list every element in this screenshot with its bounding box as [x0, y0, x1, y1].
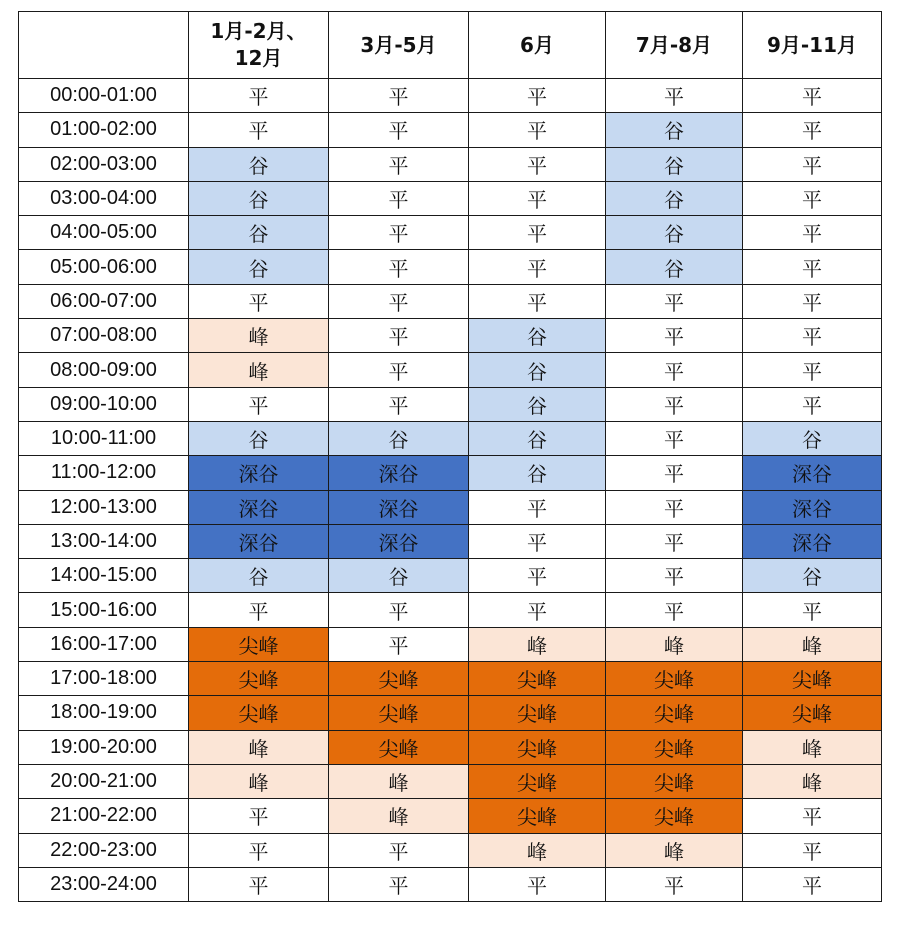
table-row — [19, 113, 882, 147]
time-slot-cell: 07:00-08:00 — [19, 319, 189, 353]
time-slot-cell: 21:00-22:00 — [19, 799, 189, 833]
header-corner-cell — [19, 12, 189, 79]
tariff-tier-cell: 平 — [743, 113, 882, 147]
tariff-tier-cell: 平 — [329, 319, 469, 353]
tariff-tier-cell: 谷 — [189, 216, 329, 250]
tariff-tier-cell: 平 — [469, 490, 606, 524]
tariff-tier-cell: 平 — [469, 181, 606, 215]
tariff-tier-cell: 平 — [469, 284, 606, 318]
tariff-tier-cell: 峰 — [189, 353, 329, 387]
tariff-tier-cell: 峰 — [469, 627, 606, 661]
tariff-tier-cell: 谷 — [469, 387, 606, 421]
time-slot-cell: 05:00-06:00 — [19, 250, 189, 284]
tariff-tier-cell: 平 — [606, 490, 743, 524]
table-row — [19, 662, 882, 696]
time-slot-cell: 23:00-24:00 — [19, 867, 189, 901]
tariff-tier-cell: 平 — [743, 867, 882, 901]
time-slot-cell: 06:00-07:00 — [19, 284, 189, 318]
tariff-tier-cell: 平 — [743, 319, 882, 353]
table-row — [19, 559, 882, 593]
tariff-tier-cell: 深谷 — [743, 456, 882, 490]
time-slot-cell: 10:00-11:00 — [19, 421, 189, 455]
tariff-tier-cell: 平 — [329, 147, 469, 181]
tariff-tier-cell: 峰 — [743, 730, 882, 764]
time-slot-cell: 13:00-14:00 — [19, 524, 189, 558]
tariff-tier-cell: 平 — [329, 833, 469, 867]
tariff-tier-cell: 谷 — [329, 559, 469, 593]
table-row — [19, 490, 882, 524]
tariff-tier-cell: 谷 — [606, 216, 743, 250]
tariff-tier-cell: 平 — [329, 593, 469, 627]
tariff-tier-cell: 峰 — [329, 764, 469, 798]
tariff-tier-cell: 尖峰 — [606, 696, 743, 730]
tariff-tier-cell: 尖峰 — [606, 764, 743, 798]
table-row — [19, 593, 882, 627]
header-col-sep-nov: 9月-11月 — [743, 12, 882, 79]
tariff-tier-cell: 平 — [743, 353, 882, 387]
tariff-tier-cell: 尖峰 — [329, 696, 469, 730]
table-row — [19, 250, 882, 284]
tariff-tier-cell: 平 — [329, 353, 469, 387]
tariff-tier-cell: 平 — [743, 250, 882, 284]
tariff-tier-cell: 尖峰 — [606, 799, 743, 833]
tariff-tier-cell: 尖峰 — [469, 730, 606, 764]
table-row — [19, 524, 882, 558]
tariff-tier-cell: 平 — [469, 79, 606, 113]
tariff-tier-cell: 谷 — [189, 421, 329, 455]
tariff-tier-cell: 深谷 — [189, 490, 329, 524]
tariff-tier-cell: 谷 — [606, 113, 743, 147]
tariff-tier-cell: 平 — [606, 284, 743, 318]
tariff-tier-cell: 平 — [606, 353, 743, 387]
tariff-tier-cell: 深谷 — [743, 490, 882, 524]
tariff-tier-cell: 尖峰 — [329, 730, 469, 764]
tariff-tier-cell: 平 — [189, 113, 329, 147]
tariff-tier-cell: 平 — [743, 216, 882, 250]
tariff-tier-cell: 谷 — [606, 181, 743, 215]
tariff-tier-cell: 平 — [329, 250, 469, 284]
tariff-tier-cell: 平 — [329, 181, 469, 215]
tariff-tier-cell: 平 — [329, 79, 469, 113]
time-slot-cell: 02:00-03:00 — [19, 147, 189, 181]
tariff-tier-cell: 尖峰 — [469, 662, 606, 696]
time-slot-cell: 03:00-04:00 — [19, 181, 189, 215]
tariff-tier-cell: 平 — [189, 799, 329, 833]
tariff-tier-cell: 平 — [743, 79, 882, 113]
tariff-tier-cell: 平 — [743, 284, 882, 318]
tariff-tier-cell: 谷 — [606, 250, 743, 284]
tariff-tier-cell: 平 — [329, 627, 469, 661]
header-col-line: 1月-2月、 — [210, 19, 307, 43]
tariff-tier-cell: 平 — [469, 524, 606, 558]
tariff-tier-cell: 平 — [469, 867, 606, 901]
tariff-tier-cell: 平 — [743, 387, 882, 421]
tariff-tier-cell: 平 — [743, 147, 882, 181]
tariff-tier-cell: 平 — [606, 559, 743, 593]
tariff-tier-cell: 尖峰 — [606, 730, 743, 764]
tariff-tier-cell: 平 — [189, 387, 329, 421]
tariff-tier-cell: 谷 — [189, 559, 329, 593]
time-slot-cell: 14:00-15:00 — [19, 559, 189, 593]
tariff-tier-cell: 平 — [469, 147, 606, 181]
tariff-tier-cell: 谷 — [743, 421, 882, 455]
tariff-tier-cell: 平 — [743, 593, 882, 627]
time-slot-cell: 11:00-12:00 — [19, 456, 189, 490]
table-row — [19, 181, 882, 215]
tariff-tier-cell: 峰 — [606, 627, 743, 661]
table-row — [19, 730, 882, 764]
table-row — [19, 319, 882, 353]
tariff-tier-cell: 谷 — [329, 421, 469, 455]
tariff-tier-cell: 平 — [606, 79, 743, 113]
header-col-mar-may: 3月-5月 — [329, 12, 469, 79]
tariff-tier-cell: 谷 — [189, 250, 329, 284]
table-row — [19, 353, 882, 387]
table-row — [19, 764, 882, 798]
tariff-tier-cell: 平 — [189, 833, 329, 867]
tariff-tier-cell: 平 — [189, 284, 329, 318]
time-slot-cell: 17:00-18:00 — [19, 662, 189, 696]
tariff-tier-cell: 平 — [329, 387, 469, 421]
table-row — [19, 696, 882, 730]
tariff-tier-cell: 谷 — [743, 559, 882, 593]
tariff-tier-cell: 平 — [329, 216, 469, 250]
header-col-line: 12月 — [234, 46, 283, 70]
tariff-tier-cell: 平 — [469, 559, 606, 593]
tariff-tier-cell: 峰 — [743, 764, 882, 798]
tariff-tier-cell: 平 — [606, 319, 743, 353]
tariff-tier-cell: 峰 — [606, 833, 743, 867]
time-slot-cell: 08:00-09:00 — [19, 353, 189, 387]
time-slot-cell: 16:00-17:00 — [19, 627, 189, 661]
tariff-tier-cell: 峰 — [469, 833, 606, 867]
time-slot-cell: 20:00-21:00 — [19, 764, 189, 798]
tariff-tier-cell: 尖峰 — [189, 696, 329, 730]
table-row — [19, 387, 882, 421]
tariff-tier-cell: 尖峰 — [189, 627, 329, 661]
header-col-jul-aug: 7月-8月 — [606, 12, 743, 79]
tariff-tier-cell: 深谷 — [743, 524, 882, 558]
time-slot-cell: 15:00-16:00 — [19, 593, 189, 627]
time-slot-cell: 04:00-05:00 — [19, 216, 189, 250]
tou-price-table — [18, 11, 882, 902]
tariff-tier-cell: 深谷 — [329, 456, 469, 490]
tariff-tier-cell: 谷 — [189, 181, 329, 215]
time-slot-cell: 00:00-01:00 — [19, 79, 189, 113]
tariff-tier-cell: 深谷 — [189, 456, 329, 490]
tariff-tier-cell: 平 — [469, 216, 606, 250]
tariff-tier-cell: 尖峰 — [189, 662, 329, 696]
tariff-tier-cell: 平 — [743, 833, 882, 867]
tariff-tier-cell: 平 — [469, 593, 606, 627]
tariff-tier-cell: 平 — [606, 524, 743, 558]
tariff-tier-cell: 尖峰 — [469, 799, 606, 833]
tariff-tier-cell: 峰 — [189, 319, 329, 353]
table-row — [19, 627, 882, 661]
tariff-tier-cell: 尖峰 — [606, 662, 743, 696]
tariff-tier-cell: 平 — [606, 387, 743, 421]
table-row — [19, 867, 882, 901]
tariff-tier-cell: 峰 — [189, 730, 329, 764]
tariff-tier-cell: 谷 — [469, 353, 606, 387]
tariff-tier-cell: 峰 — [743, 627, 882, 661]
tariff-tier-cell: 尖峰 — [329, 662, 469, 696]
time-slot-cell: 18:00-19:00 — [19, 696, 189, 730]
table-row — [19, 284, 882, 318]
time-slot-cell: 01:00-02:00 — [19, 113, 189, 147]
tariff-tier-cell: 谷 — [469, 421, 606, 455]
header-row — [19, 12, 882, 79]
time-slot-cell: 19:00-20:00 — [19, 730, 189, 764]
tariff-tier-cell: 平 — [189, 867, 329, 901]
tariff-tier-cell: 尖峰 — [743, 662, 882, 696]
tariff-tier-cell: 谷 — [606, 147, 743, 181]
tariff-tier-cell: 尖峰 — [469, 764, 606, 798]
tariff-tier-cell: 平 — [329, 284, 469, 318]
tariff-tier-cell: 平 — [606, 867, 743, 901]
header-col-jun: 6月 — [469, 12, 606, 79]
tariff-tier-cell: 平 — [606, 593, 743, 627]
tariff-tier-cell: 深谷 — [329, 490, 469, 524]
tariff-tier-cell: 平 — [743, 181, 882, 215]
time-slot-cell: 09:00-10:00 — [19, 387, 189, 421]
time-slot-cell: 22:00-23:00 — [19, 833, 189, 867]
tariff-tier-cell: 峰 — [329, 799, 469, 833]
table-row — [19, 421, 882, 455]
tariff-tier-cell: 平 — [189, 79, 329, 113]
tariff-tier-cell: 谷 — [469, 319, 606, 353]
tariff-tier-cell: 平 — [469, 113, 606, 147]
table-row — [19, 147, 882, 181]
tariff-tier-cell: 谷 — [469, 456, 606, 490]
tariff-tier-cell: 尖峰 — [469, 696, 606, 730]
tariff-tier-cell: 平 — [189, 593, 329, 627]
tariff-tier-cell: 峰 — [189, 764, 329, 798]
table-row — [19, 79, 882, 113]
table-row — [19, 456, 882, 490]
tariff-tier-cell: 深谷 — [329, 524, 469, 558]
time-slot-cell: 12:00-13:00 — [19, 490, 189, 524]
tariff-tier-cell: 平 — [743, 799, 882, 833]
table-row — [19, 833, 882, 867]
table-row — [19, 799, 882, 833]
tariff-tier-cell: 尖峰 — [743, 696, 882, 730]
tariff-tier-cell: 平 — [606, 456, 743, 490]
tariff-tier-cell: 谷 — [189, 147, 329, 181]
tariff-tier-cell: 平 — [329, 113, 469, 147]
table-row — [19, 216, 882, 250]
tariff-tier-cell: 深谷 — [189, 524, 329, 558]
tariff-tier-cell: 平 — [469, 250, 606, 284]
tariff-tier-cell: 平 — [606, 421, 743, 455]
header-col-jan-feb-dec — [189, 12, 329, 79]
tariff-tier-cell: 平 — [329, 867, 469, 901]
